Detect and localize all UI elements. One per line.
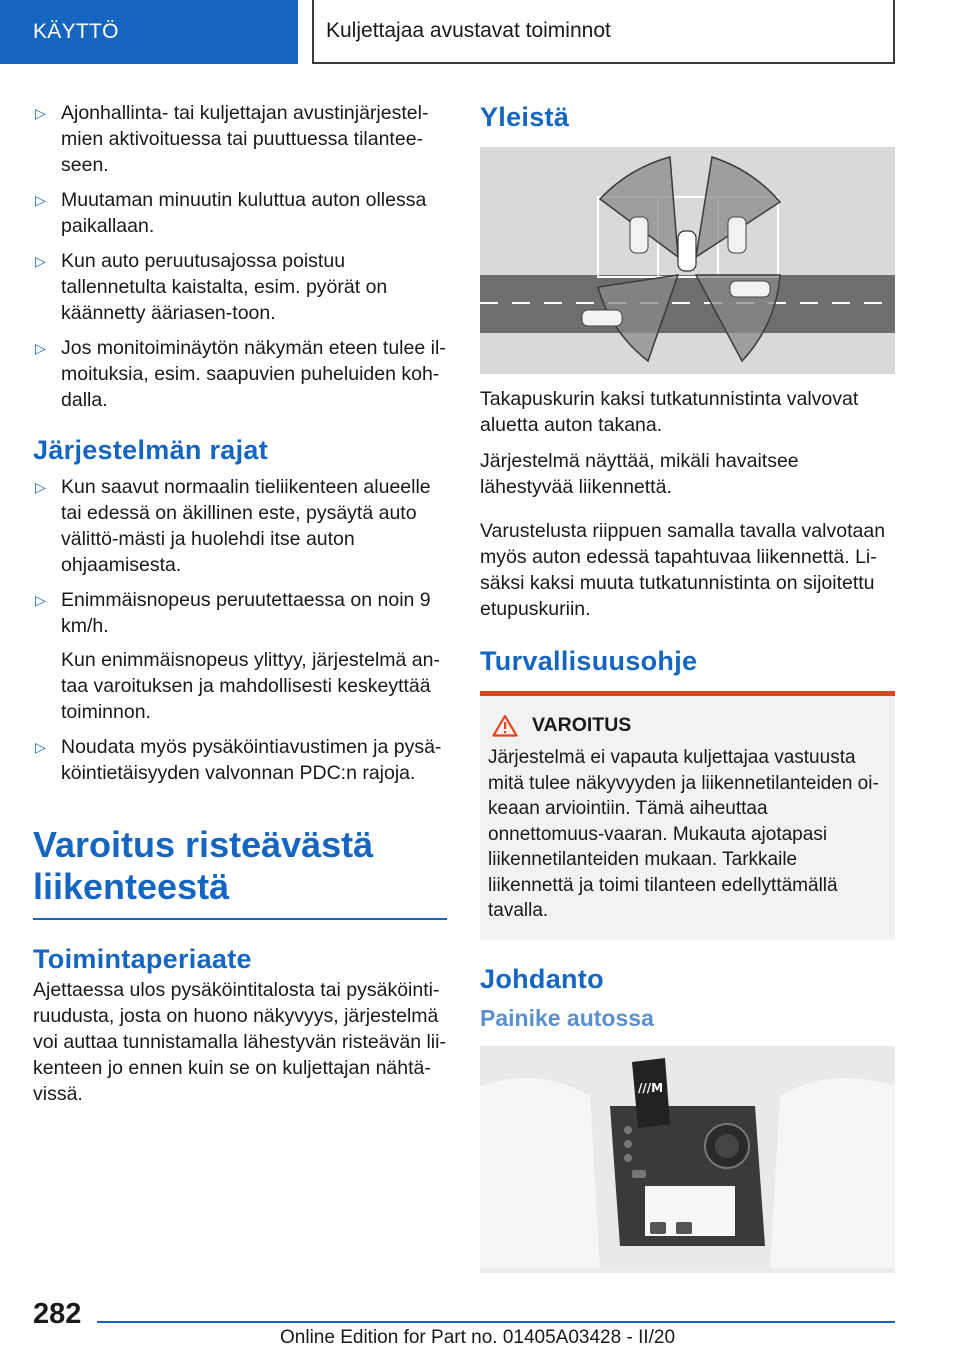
triangle-right-icon: ▷ (35, 739, 46, 755)
limits-heading: Järjestelmän rajat (33, 435, 269, 465)
warning-title-label: VAROITUS (532, 714, 632, 736)
list-item: ▷ Kun auto peruutusajossa poistuu tallennetulta kaistalta, esim. pyörät on käännetty ääriasen-toon. (35, 250, 388, 324)
general-paragraph-3: Varustelusta riippuen samalla tavalla valvotaan myös auton edessä tapahtuvaa liikennettä. Li-säksi kaksi muuta tutkatunnistinta on sijoitettu etupuskuriin. (480, 520, 886, 620)
list-item: ▷ Enimmäisnopeus peruutettaessa on noin 9 km/h. Kun enimmäisnopeus ylittyy, järjestelmä an-taa varoituksen ja mahdollisesti keskeyttää toiminnon. (33, 587, 447, 725)
list-item: ▷ Jos monitoiminäytön näkymän eteen tulee il-moituksia, esim. saapuvien puheluiden koh-dalla. (35, 337, 446, 411)
header-chapter-box (312, 0, 895, 64)
triangle-right-icon: ▷ (35, 340, 46, 356)
right-column (480, 100, 895, 1273)
list-item: ▷ Muutaman minuutin kuluttua auton ollessa paikallaan. (35, 189, 427, 237)
center-console-photo (480, 1046, 895, 1273)
page-number: 282 (33, 1298, 82, 1330)
m-logo-text: ///M (638, 1080, 664, 1095)
principle-heading: Toimintaperiaate (33, 944, 252, 974)
principle-text: Ajettaessa ulos pysäköintitalosta tai pysäköinti-ruudusta, josta on huono näkyvyys, järjestelmä voi auttaa tunnistamalla lähestyvän risteävän lii-kenteen jo ennen kuin se on kuljettajan nähtä-vissä. (33, 979, 446, 1105)
footer-edition: Online Edition for Part no. 01405A03428 - II/20 (280, 1327, 676, 1348)
header-section-tab (0, 0, 298, 64)
header-section-label: KÄYTTÖ (33, 20, 119, 43)
triangle-right-icon: ▷ (35, 105, 46, 121)
warning-title (488, 714, 887, 737)
header-chapter-label: Kuljettajaa avustavat toiminnot (326, 19, 611, 42)
limits-list (33, 474, 447, 786)
warning-text: Järjestelmä ei vapauta kuljettajaa vastuusta mitä tulee näkyvyyden ja liikennetilanteiden oi-keaan arviointiin. Tämä aiheuttaa onnettomuus-vaaran. Mukauta ajotapasi liikennetilanteiden mukaan. Tarkkaile liikennettä ja toimi tilanteen edellyttämällä tavalla. (488, 747, 879, 921)
left-column (33, 100, 447, 1117)
button-heading: Painike autossa (480, 1004, 654, 1031)
triangle-right-icon: ▷ (35, 479, 46, 495)
list-item: ▷ Ajonhallinta- tai kuljettajan avustinjärjestel-mien aktivoituessa tai puuttuessa tilantee-seen. (35, 102, 429, 176)
warning-triangle-icon (492, 714, 518, 737)
list-item: ▷ Noudata myös pysäköintiavustimen ja pysä-köintietäisyyden valvonnan PDC:n rajoja. (35, 736, 442, 784)
general-paragraph-2: Järjestelmä näyttää, mikäli havaitsee lähestyvää liikennettä. (480, 450, 799, 498)
triangle-right-icon: ▷ (35, 253, 46, 269)
safety-heading: Turvallisuusohje (480, 646, 698, 676)
footer-divider (97, 1321, 895, 1323)
warning-box (480, 691, 895, 940)
main-heading: Varoitus risteävästä liikenteestä (33, 824, 447, 920)
list-item: ▷ Kun saavut normaalin tieliikenteen alueelle tai edessä on äkillinen este, pysäytä auto välittö-mästi ja huolehdi itse auton ohjaamisesta. (35, 476, 431, 576)
general-heading: Yleistä (480, 102, 570, 132)
limits-sub-paragraph: Kun enimmäisnopeus ylittyy, järjestelmä an-taa varoituksen ja mahdollisesti keskeyttää toiminnon. (61, 649, 440, 723)
intro-heading: Johdanto (480, 963, 604, 994)
general-paragraph-1: Takapuskurin kaksi tutkatunnistinta valvovat aluetta auton takana. (480, 388, 859, 436)
triangle-right-icon: ▷ (35, 592, 46, 608)
triangle-right-icon: ▷ (35, 192, 46, 208)
parking-radar-illustration (480, 147, 895, 374)
conditions-list (33, 100, 447, 413)
